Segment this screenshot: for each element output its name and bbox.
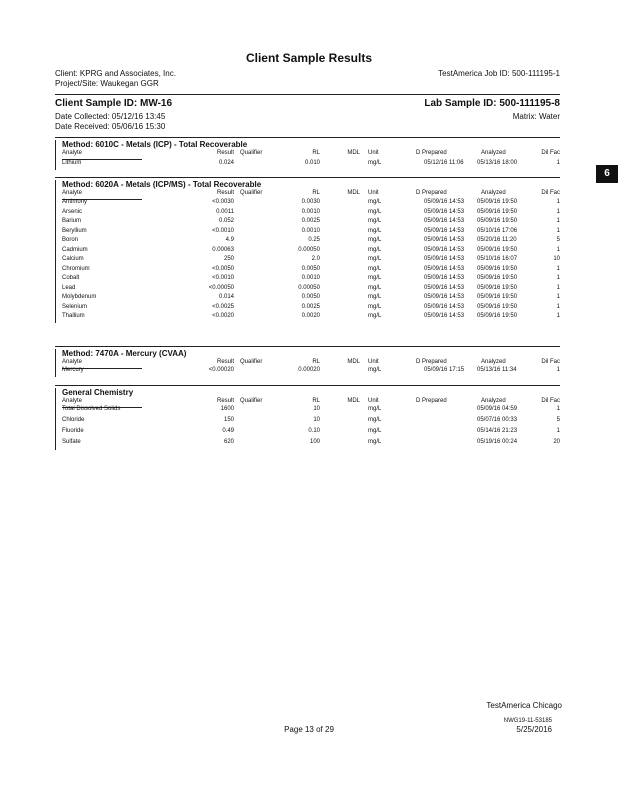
- column-header-analyte: Analyte: [62, 398, 83, 404]
- cell-dil: 1: [556, 199, 560, 205]
- cell-analyte: Chloride: [62, 417, 85, 423]
- column-header-unit: Unit: [368, 190, 379, 196]
- cell-unit: mg/L: [368, 227, 382, 234]
- cell-analyte: Beryllium: [62, 227, 87, 234]
- cell-unit: mg/L: [368, 256, 382, 262]
- cell-dil: 10: [553, 256, 560, 262]
- cell-result: <0.00020: [208, 367, 234, 373]
- footer-date: 5/25/2016: [516, 725, 552, 734]
- table-row: [0, 428, 618, 438]
- cell-analyte: Thallium: [62, 313, 85, 319]
- cell-result: <0.0025: [212, 303, 234, 310]
- cell-prepared: 05/09/16 14:53: [424, 199, 465, 205]
- cell-dil: 5: [556, 237, 560, 243]
- cell-prepared: 05/09/16 17:15: [424, 367, 465, 373]
- column-header-d: D: [416, 359, 421, 365]
- cell-analyzed: 05/20/16 11:20: [477, 237, 517, 243]
- cell-unit: mg/L: [368, 246, 382, 253]
- matrix: Matrix: Water: [512, 112, 560, 121]
- cell-rl: 0.0010: [301, 208, 320, 215]
- column-header-d: D: [416, 150, 421, 156]
- column-header-mdl: MDL: [347, 398, 360, 404]
- cell-result: <0.0030: [212, 199, 234, 205]
- cell-dil: 1: [556, 313, 560, 319]
- cell-unit: mg/L: [368, 294, 382, 300]
- cell-analyte: Fluoride: [62, 428, 84, 434]
- client-name: Client: KPRG and Associates, Inc.: [55, 69, 176, 78]
- cell-rl: 0.00020: [298, 367, 320, 373]
- cell-dil: 1: [556, 227, 560, 234]
- cell-result: 0.014: [218, 294, 234, 300]
- cell-analyzed: 05/09/16 19:50: [477, 294, 518, 300]
- job-id: TestAmerica Job ID: 500-111195-1: [438, 69, 560, 78]
- cell-analyte: Cobalt: [62, 275, 80, 281]
- column-header-result: Result: [216, 398, 234, 404]
- cell-analyzed: 05/19/16 00:24: [477, 439, 518, 445]
- cell-prepared: 05/09/16 14:53: [424, 208, 465, 215]
- method-heading: Method: 7470A - Mercury (CVAA): [62, 349, 187, 358]
- cell-analyzed: 05/09/16 04:59: [477, 406, 518, 412]
- cell-dil: 1: [556, 367, 560, 373]
- cell-analyte: Chromium: [62, 265, 90, 272]
- cell-dil: 5: [556, 417, 560, 423]
- cell-result: <0.0050: [212, 265, 234, 272]
- column-header-dil: Dil Fac: [541, 150, 560, 156]
- cell-unit: mg/L: [368, 313, 382, 319]
- cell-result: <0.0020: [212, 313, 234, 319]
- cell-unit: mg/L: [368, 439, 382, 445]
- column-header-analyte: Analyte: [62, 359, 83, 365]
- project-site: Project/Site: Waukegan GGR: [55, 79, 159, 88]
- table-row: [0, 256, 618, 266]
- cell-analyzed: 05/09/16 19:50: [477, 218, 518, 224]
- table-row: [0, 367, 618, 377]
- cell-dil: 1: [556, 208, 560, 215]
- column-header-analyzed: Analyzed: [481, 190, 506, 196]
- cell-unit: mg/L: [368, 284, 382, 291]
- cell-rl: 0.0020: [301, 313, 320, 319]
- table-row: [0, 218, 618, 228]
- cell-dil: 1: [556, 406, 560, 412]
- section-tab: 6: [596, 165, 618, 183]
- cell-analyte: Boron: [62, 237, 79, 243]
- table-row: [0, 160, 618, 170]
- cell-unit: mg/L: [368, 303, 382, 310]
- column-header-qualifier: Qualifier: [240, 190, 263, 196]
- cell-analyte: Barium: [62, 218, 82, 224]
- column-header-mdl: MDL: [347, 150, 360, 156]
- column-header-prepared: Prepared: [422, 190, 447, 196]
- cell-dil: 1: [556, 428, 560, 434]
- cell-analyte: Selenium: [62, 303, 88, 310]
- cell-result: 250: [223, 256, 234, 262]
- column-header-row: [0, 190, 618, 199]
- lab-sample-id: Lab Sample ID: 500-111195-8: [424, 98, 560, 109]
- date-received: Date Received: 05/06/16 15:30: [55, 122, 166, 131]
- cell-result: <0.0010: [212, 227, 234, 234]
- cell-rl: 0.0025: [301, 303, 320, 310]
- cell-unit: mg/L: [368, 199, 382, 205]
- cell-analyte: Sulfate: [62, 439, 81, 445]
- section-divider: [55, 177, 560, 178]
- cell-unit: mg/L: [368, 428, 382, 434]
- cell-prepared: 05/09/16 14:53: [424, 284, 465, 291]
- column-header-rl: RL: [312, 359, 320, 365]
- column-header-mdl: MDL: [347, 190, 360, 196]
- cell-prepared: 05/09/16 14:53: [424, 246, 465, 253]
- cell-rl: 0.010: [304, 160, 320, 166]
- section-divider: [55, 385, 560, 386]
- cell-prepared: 05/09/16 14:53: [424, 227, 465, 234]
- table-row: [0, 209, 618, 219]
- cell-result: <0.00050: [208, 284, 234, 291]
- cell-dil: 1: [556, 294, 560, 300]
- table-row: [0, 266, 618, 276]
- footer-lab: TestAmerica Chicago: [486, 701, 562, 710]
- cell-unit: mg/L: [368, 406, 382, 412]
- cell-prepared: 05/09/16 14:53: [424, 275, 465, 281]
- column-header-unit: Unit: [368, 398, 379, 404]
- column-header-unit: Unit: [368, 150, 379, 156]
- cell-rl: 2.0: [311, 256, 320, 262]
- column-header-result: Result: [216, 359, 234, 365]
- cell-dil: 1: [556, 218, 560, 224]
- cell-prepared: 05/09/16 14:53: [424, 265, 465, 272]
- cell-prepared: 05/09/16 14:53: [424, 313, 465, 319]
- cell-rl: 10: [313, 406, 320, 412]
- cell-unit: mg/L: [368, 218, 382, 224]
- column-header-qualifier: Qualifier: [240, 398, 263, 404]
- cell-analyzed: 05/07/16 00:33: [477, 417, 518, 423]
- column-header-analyzed: Analyzed: [481, 150, 506, 156]
- cell-result: 620: [223, 439, 234, 445]
- cell-analyte: Molybdenum: [62, 294, 97, 300]
- cell-rl: 0.00050: [298, 246, 320, 253]
- cell-unit: mg/L: [368, 265, 382, 272]
- column-header-d: D: [416, 398, 421, 404]
- cell-unit: mg/L: [368, 237, 382, 243]
- column-header-dil: Dil Fac: [541, 398, 560, 404]
- column-header-dil: Dil Fac: [541, 359, 560, 365]
- cell-rl: 0.0050: [301, 294, 320, 300]
- column-header-mdl: MDL: [347, 359, 360, 365]
- column-header-rl: RL: [312, 190, 320, 196]
- column-header-result: Result: [216, 190, 234, 196]
- column-header-rl: RL: [312, 150, 320, 156]
- cell-rl: 0.00050: [298, 284, 320, 291]
- cell-analyte: Lead: [62, 284, 76, 291]
- table-row: [0, 439, 618, 449]
- cell-analyzed: 05/09/16 19:50: [477, 303, 518, 310]
- cell-analyzed: 05/09/16 19:50: [477, 246, 518, 253]
- table-row: [0, 247, 618, 257]
- column-header-analyzed: Analyzed: [481, 398, 506, 404]
- cell-dil: 1: [556, 303, 560, 310]
- column-header-rl: RL: [312, 398, 320, 404]
- cell-prepared: 05/09/16 14:53: [424, 294, 465, 300]
- cell-dil: 1: [556, 265, 560, 272]
- cell-dil: 1: [556, 246, 560, 253]
- cell-dil: 20: [553, 439, 560, 445]
- cell-rl: 0.0025: [301, 218, 320, 224]
- cell-rl: 0.0030: [301, 199, 320, 205]
- cell-rl: 0.0010: [301, 227, 320, 234]
- cell-rl: 0.10: [308, 428, 320, 434]
- cell-prepared: 05/09/16 14:53: [424, 303, 465, 310]
- cell-prepared: 05/09/16 14:53: [424, 218, 465, 224]
- cell-dil: 1: [556, 160, 560, 166]
- cell-analyte: Arsenic: [62, 208, 83, 215]
- column-header-unit: Unit: [368, 359, 379, 365]
- cell-result: 0.052: [218, 218, 234, 224]
- table-row: [0, 285, 618, 295]
- column-header-dil: Dil Fac: [541, 190, 560, 196]
- cell-result: 4.9: [225, 237, 234, 243]
- page-title: Client Sample Results: [245, 51, 373, 65]
- cell-analyzed: 05/10/16 17:06: [477, 227, 518, 234]
- column-header-qualifier: Qualifier: [240, 150, 263, 156]
- column-header-result: Result: [216, 150, 234, 156]
- cell-prepared: 05/09/16 14:53: [424, 256, 465, 262]
- cell-unit: mg/L: [368, 367, 382, 373]
- cell-analyzed: 05/09/16 19:50: [477, 199, 518, 205]
- section-divider: [55, 137, 560, 138]
- column-header-prepared: Prepared: [422, 398, 447, 404]
- table-row: [0, 304, 618, 314]
- cell-analyte: Mercury: [62, 367, 84, 373]
- table-row: [0, 294, 618, 304]
- column-header-analyte: Analyte: [62, 190, 83, 196]
- cell-result: 0.024: [218, 160, 234, 166]
- cell-analyte: Lithium: [62, 160, 82, 166]
- cell-rl: 10: [313, 417, 320, 423]
- cell-unit: mg/L: [368, 208, 382, 215]
- cell-analyzed: 05/09/16 19:50: [477, 284, 518, 291]
- cell-unit: mg/L: [368, 275, 382, 281]
- cell-dil: 1: [556, 284, 560, 291]
- cell-result: <0.0010: [212, 275, 234, 281]
- footer-page: Page 13 of 29: [284, 725, 334, 734]
- method-heading: Method: 6020A - Metals (ICP/MS) - Total Recoverable: [62, 180, 262, 189]
- cell-rl: 100: [309, 439, 320, 445]
- cell-analyte: Cadmium: [62, 246, 88, 253]
- cell-rl: 0.0010: [301, 275, 320, 281]
- cell-analyzed: 05/14/16 21:23: [477, 428, 518, 434]
- cell-dil: 1: [556, 275, 560, 281]
- cell-unit: mg/L: [368, 417, 382, 423]
- cell-analyte: Calcium: [62, 256, 84, 262]
- column-header-prepared: Prepared: [422, 150, 447, 156]
- date-collected: Date Collected: 05/12/16 13:45: [55, 112, 166, 121]
- column-header-d: D: [416, 190, 421, 196]
- cell-analyzed: 05/09/16 19:50: [477, 313, 518, 319]
- column-header-prepared: Prepared: [422, 359, 447, 365]
- table-row: [0, 313, 618, 323]
- cell-result: 0.00063: [212, 246, 234, 253]
- cell-analyte: Total Dissolved Solids: [62, 406, 121, 412]
- cell-rl: 0.25: [308, 237, 320, 243]
- cell-analyzed: 05/10/16 16:07: [477, 256, 518, 262]
- table-row: [0, 228, 618, 238]
- cell-result: 1600: [220, 406, 234, 412]
- cell-analyzed: 05/13/16 18:00: [477, 160, 518, 166]
- client-sample-id: Client Sample ID: MW-16: [55, 98, 173, 109]
- cell-unit: mg/L: [368, 160, 382, 166]
- cell-prepared: 05/12/16 11:06: [424, 160, 464, 166]
- method-heading: General Chemistry: [62, 388, 134, 397]
- table-row: [0, 275, 618, 285]
- cell-result: 150: [223, 417, 234, 423]
- cell-analyzed: 05/09/16 19:50: [477, 265, 518, 272]
- table-row: [0, 237, 618, 247]
- cell-prepared: 05/09/16 14:53: [424, 237, 465, 243]
- column-header-analyzed: Analyzed: [481, 359, 506, 365]
- divider: [55, 94, 560, 95]
- column-header-row: [0, 150, 618, 159]
- column-header-analyte: Analyte: [62, 150, 83, 156]
- cell-analyzed: 05/09/16 19:50: [477, 208, 518, 215]
- cell-rl: 0.0050: [301, 265, 320, 272]
- cell-analyzed: 05/13/16 11:34: [477, 367, 517, 373]
- cell-result: 0.0011: [216, 208, 234, 215]
- table-row: [0, 406, 618, 416]
- cell-analyte: Antimony: [62, 199, 88, 205]
- table-row: [0, 199, 618, 209]
- table-row: [0, 417, 618, 427]
- section-divider: [55, 346, 560, 347]
- column-header-qualifier: Qualifier: [240, 359, 263, 365]
- cell-result: 0.49: [222, 428, 234, 434]
- footer-code: NWG19-11-53185: [503, 718, 552, 724]
- method-heading: Method: 6010C - Metals (ICP) - Total Recoverable: [62, 140, 248, 149]
- cell-analyzed: 05/09/16 19:50: [477, 275, 518, 281]
